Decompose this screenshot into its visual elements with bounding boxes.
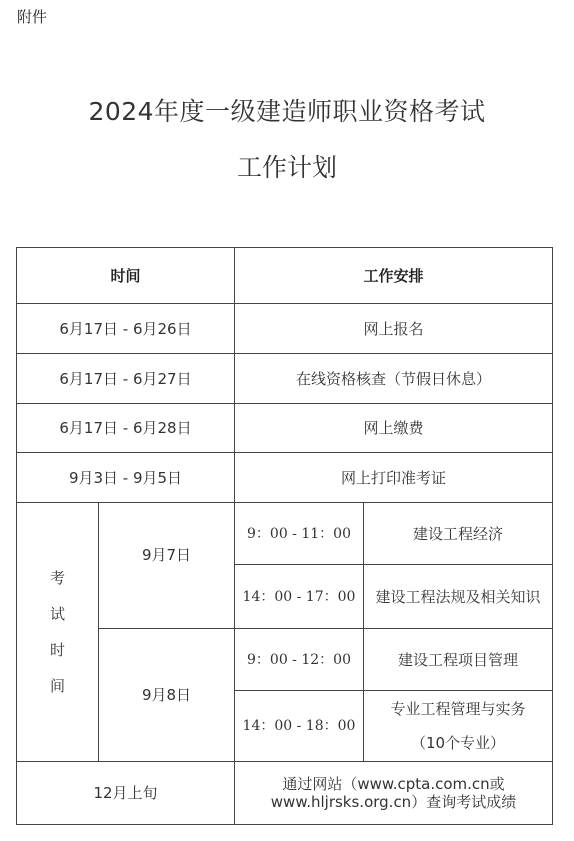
- results-time: 12月上旬: [93, 784, 158, 802]
- exam-date: 9月7日: [141, 545, 192, 564]
- results-line: 通过网站（www.cpta.com.cn或: [282, 775, 505, 793]
- session-time: 9：00 - 12：00: [247, 651, 351, 668]
- row-task: 网上缴费: [363, 419, 424, 437]
- session-time: 14：00 - 18：00: [242, 718, 356, 734]
- session-time: 9：00 - 11：00: [247, 525, 351, 542]
- row-time: 6月17日 - 6月27日: [59, 369, 192, 388]
- exam-time-label: [17, 503, 98, 761]
- row-time: 9月3日 - 9月5日: [68, 468, 183, 487]
- exam-label-char: 考: [49, 569, 65, 587]
- results-text: [235, 762, 552, 824]
- subject-line: 专业工程管理与实务: [390, 700, 526, 718]
- session-time: 14：00 - 17：00: [242, 588, 356, 605]
- exam-label-char: 试: [49, 605, 65, 623]
- session-subject: [364, 691, 552, 761]
- schedule-table: [16, 247, 553, 825]
- exam-label-char: 间: [49, 677, 65, 695]
- results-line: www.hljrsks.org.cn）查询考试成绩: [270, 793, 517, 811]
- header-time: 时间: [110, 266, 141, 285]
- session-subject: 建设工程项目管理: [397, 650, 518, 669]
- header-arrangement: 工作安排: [363, 266, 424, 285]
- subject-note: （10个专业）: [410, 734, 506, 752]
- page-title: 2024年度一级建造师职业资格考试: [88, 97, 486, 126]
- row-time: 6月17日 - 6月28日: [59, 419, 192, 437]
- row-time: 6月17日 - 6月26日: [59, 319, 192, 338]
- exam-date: 9月8日: [141, 686, 192, 704]
- attachment-label: 附件: [17, 8, 48, 26]
- row-task: 网上打印准考证: [340, 468, 446, 487]
- session-subject: 建设工程经济: [412, 524, 503, 543]
- exam-label-char: 时: [49, 641, 65, 659]
- session-subject: 建设工程法规及相关知识: [375, 587, 541, 606]
- page-subtitle: 工作计划: [236, 153, 337, 182]
- row-task: 在线资格核查（节假日休息）: [295, 369, 491, 388]
- row-task: 网上报名: [363, 319, 424, 338]
